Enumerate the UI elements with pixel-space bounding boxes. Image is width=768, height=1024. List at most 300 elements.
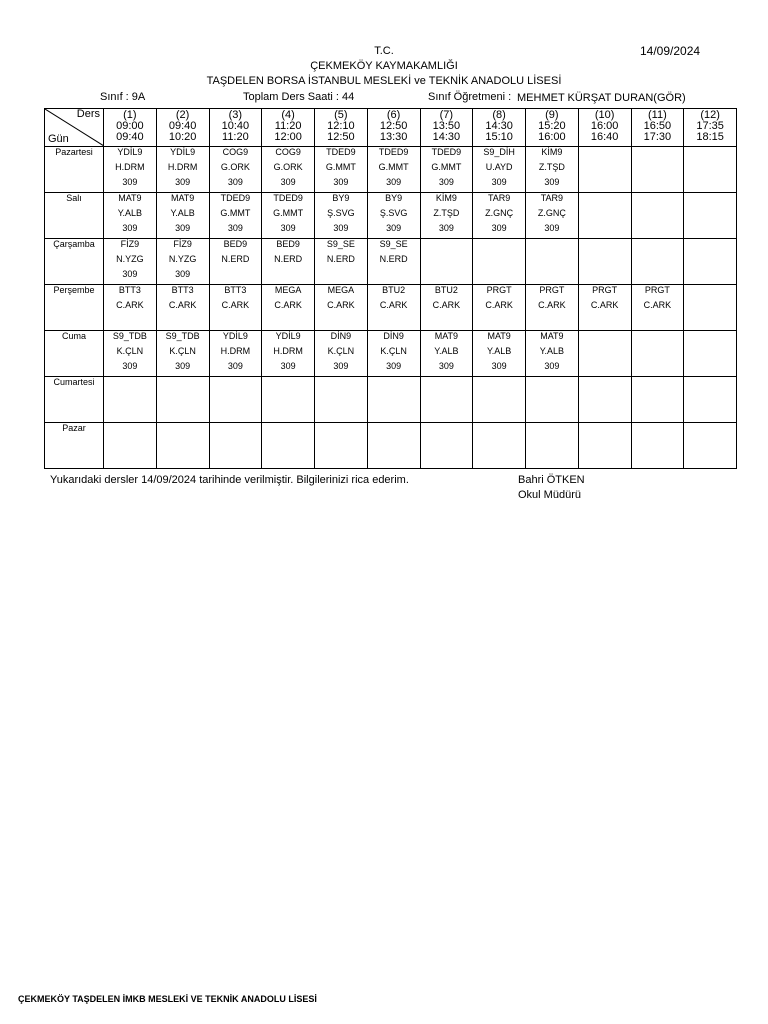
lesson-course: [526, 423, 578, 436]
lesson-course: [421, 377, 473, 390]
period-start: 16:50: [643, 120, 672, 132]
lesson-course: COG9: [275, 147, 301, 157]
timetable-header-row: [45, 109, 737, 147]
lesson-cell: [420, 377, 473, 423]
lesson-room: [262, 451, 314, 466]
lesson-course: TDED9: [220, 193, 251, 203]
lesson-cell: [420, 331, 473, 377]
lesson-course: MAT9: [487, 331, 511, 341]
lesson-room: [684, 359, 736, 374]
lesson-cell: [420, 423, 473, 469]
lesson-course: [579, 239, 631, 252]
lesson-teacher: C.ARK: [379, 300, 408, 310]
lesson-room: [315, 405, 367, 420]
lesson-course: BED9: [276, 239, 300, 249]
lesson-course: PRGT: [592, 285, 618, 295]
lesson-course: YDİL9: [275, 331, 301, 341]
lesson-cell: [631, 193, 684, 239]
lesson-course: [684, 193, 736, 206]
period-end: 09:40: [116, 131, 144, 143]
lesson-teacher: Z.TŞD: [433, 208, 460, 218]
lesson-room: 309: [491, 177, 507, 187]
lesson-teacher: U.AYD: [485, 162, 513, 172]
lesson-teacher: G.MMT: [220, 208, 251, 218]
lesson-course: [526, 239, 578, 252]
lesson-cell: [156, 331, 209, 377]
lesson-course: BTT3: [171, 285, 194, 295]
lesson-cell: [367, 147, 420, 193]
lesson-cell: [262, 377, 315, 423]
lesson-room: [104, 313, 156, 328]
day-row: [45, 331, 737, 377]
lesson-course: [421, 423, 473, 436]
lesson-room: [473, 267, 525, 282]
lesson-room: [579, 451, 631, 466]
lesson-course: MAT9: [434, 331, 459, 341]
lesson-course: PRGT: [539, 285, 565, 295]
period-header-10: [578, 109, 631, 147]
lesson-teacher: G.MMT: [431, 162, 462, 172]
lesson-cell: [315, 331, 368, 377]
period-end: 12:50: [327, 131, 355, 143]
lesson-teacher: [104, 436, 156, 451]
lesson-teacher: C.ARK: [116, 300, 144, 310]
period-start: 09:40: [168, 120, 197, 132]
lesson-room: [157, 451, 209, 466]
day-name: Perşembe: [45, 285, 104, 331]
lesson-room: [157, 405, 209, 420]
lesson-course: [632, 377, 684, 390]
period-no: (8): [492, 109, 506, 121]
lesson-room: [684, 405, 736, 420]
lesson-course: S9_TDB: [165, 331, 200, 341]
lesson-teacher: G.ORK: [273, 162, 303, 172]
lesson-cell: [262, 331, 315, 377]
lesson-course: BTU2: [382, 285, 406, 295]
lesson-teacher: [684, 436, 736, 451]
lesson-room: [684, 267, 736, 282]
lesson-cell: [104, 147, 157, 193]
period-end: 16:40: [590, 131, 619, 143]
period-header-12: [684, 109, 737, 147]
period-start: 11:20: [274, 120, 302, 132]
lesson-room: 309: [175, 361, 191, 371]
lesson-cell: [473, 377, 526, 423]
lesson-cell: [526, 193, 579, 239]
lesson-cell: [526, 423, 579, 469]
lesson-teacher: G.MMT: [273, 208, 304, 218]
lesson-course: MAT9: [170, 193, 195, 203]
lesson-cell: [578, 193, 631, 239]
lesson-cell: [104, 377, 157, 423]
lesson-course: [684, 285, 736, 298]
lesson-teacher: N.ERD: [379, 254, 408, 264]
lesson-cell: [684, 239, 737, 285]
period-start: 15:20: [538, 120, 566, 132]
lesson-room: 309: [386, 223, 402, 233]
lesson-teacher: [315, 436, 367, 451]
day-row: [45, 285, 737, 331]
lesson-cell: [684, 285, 737, 331]
period-header-4: [262, 109, 315, 147]
lesson-cell: [104, 331, 157, 377]
lesson-teacher: N.YZG: [168, 254, 197, 264]
lesson-cell: [420, 193, 473, 239]
lesson-course: BY9: [385, 193, 403, 203]
lesson-teacher: [526, 436, 578, 451]
lesson-cell: [262, 147, 315, 193]
lesson-teacher: Z.GNÇ: [537, 208, 566, 218]
day-name: Pazar: [45, 423, 104, 469]
lesson-room: [526, 405, 578, 420]
period-end: 14:30: [432, 131, 461, 143]
lesson-cell: [578, 285, 631, 331]
lesson-cell: [526, 147, 579, 193]
lesson-course: TAR9: [487, 193, 511, 203]
period-no: (6): [386, 109, 401, 121]
lesson-course: S9_SE: [326, 239, 355, 249]
lesson-teacher: [368, 390, 420, 405]
period-no: (12): [700, 109, 720, 121]
lesson-room: 309: [333, 223, 349, 233]
lesson-room: [579, 267, 631, 282]
lesson-course: KİM9: [435, 193, 457, 203]
lesson-teacher: [684, 390, 736, 405]
lesson-teacher: [421, 390, 473, 405]
period-start: 10:40: [221, 120, 250, 132]
period-no: (7): [439, 109, 454, 121]
lesson-cell: [578, 377, 631, 423]
lesson-cell: [367, 239, 420, 285]
lesson-teacher: H.DRM: [273, 346, 303, 356]
period-no: (10): [594, 109, 615, 121]
lesson-course: PRGT: [486, 285, 512, 295]
lesson-room: 309: [175, 177, 191, 187]
lesson-course: [315, 423, 367, 436]
lesson-teacher: C.ARK: [432, 300, 461, 310]
lesson-teacher: [684, 252, 736, 267]
lesson-teacher: [684, 344, 736, 359]
lesson-room: [632, 313, 684, 328]
footer-school-name: ÇEKMEKÖY TAŞDELEN İMKB MESLEKİ VE TEKNİK ANADOLU LİSESİ: [18, 994, 317, 1004]
lesson-course: [210, 377, 262, 390]
lesson-cell: [209, 423, 262, 469]
lesson-room: [368, 405, 420, 420]
lesson-room: 309: [386, 177, 402, 187]
lesson-course: [473, 423, 525, 436]
lesson-course: BED9: [223, 239, 248, 249]
lesson-course: DİN9: [383, 331, 404, 341]
period-header-8: [473, 109, 526, 147]
lesson-cell: [209, 377, 262, 423]
lesson-teacher: K.ÇLN: [169, 346, 196, 356]
lesson-room: [473, 405, 525, 420]
lesson-course: TDED9: [378, 147, 409, 157]
lesson-cell: [473, 193, 526, 239]
period-header-7: [420, 109, 473, 147]
lesson-room: [684, 451, 736, 466]
footer-note: Yukarıdaki dersler 14/09/2024 tarihinde verilmiştir. Bilgilerinizi rica ederim.: [50, 474, 409, 486]
lesson-course: [157, 377, 209, 390]
period-start: 14:30: [485, 120, 513, 132]
lesson-cell: [684, 423, 737, 469]
period-start: 17:35: [696, 120, 724, 132]
lesson-cell: [578, 147, 631, 193]
lesson-room: [210, 451, 262, 466]
lesson-teacher: [579, 436, 631, 451]
lesson-cell: [104, 193, 157, 239]
lesson-course: PRGT: [644, 285, 670, 295]
lesson-course: FİZ9: [173, 239, 192, 249]
period-end: 13:30: [379, 131, 408, 143]
lesson-room: 309: [280, 361, 296, 371]
lesson-room: [262, 405, 314, 420]
lesson-cell: [209, 147, 262, 193]
period-header-2: [156, 109, 209, 147]
lesson-room: [473, 451, 525, 466]
lesson-room: [632, 175, 684, 190]
lesson-room: [526, 313, 578, 328]
lesson-room: 309: [122, 177, 138, 187]
lesson-teacher: Z.GNÇ: [485, 208, 514, 218]
period-header-6: [367, 109, 420, 147]
lesson-teacher: C.ARK: [538, 300, 566, 310]
total-hours-label: Toplam Ders Saati : 44: [243, 91, 355, 103]
lesson-room: [368, 267, 420, 282]
lesson-room: [421, 267, 473, 282]
lesson-cell: [156, 193, 209, 239]
lesson-room: 309: [175, 269, 191, 279]
lesson-teacher: N.ERD: [221, 254, 250, 264]
lesson-course: TDED9: [326, 147, 356, 157]
lesson-room: [315, 313, 367, 328]
period-end: 11:20: [222, 131, 249, 143]
lesson-course: YDİL9: [222, 331, 248, 341]
lesson-cell: [526, 239, 579, 285]
lesson-teacher: [315, 390, 367, 405]
lesson-cell: [473, 239, 526, 285]
lesson-course: MAT9: [540, 331, 564, 341]
day-row: [45, 147, 737, 193]
lesson-room: 309: [491, 223, 507, 233]
lesson-cell: [315, 377, 368, 423]
lesson-teacher: Ş.SVG: [327, 208, 355, 218]
period-header-9: [526, 109, 579, 147]
lesson-cell: [526, 377, 579, 423]
lesson-room: [632, 267, 684, 282]
lesson-course: [632, 239, 684, 252]
lesson-room: [262, 267, 314, 282]
lesson-room: [684, 313, 736, 328]
lesson-room: [684, 175, 736, 190]
lesson-cell: [578, 423, 631, 469]
lesson-teacher: H.DRM: [220, 346, 251, 356]
lesson-teacher: Y.ALB: [434, 346, 459, 356]
lesson-room: 309: [280, 223, 296, 233]
lesson-cell: [262, 193, 315, 239]
lesson-course: [104, 377, 156, 390]
lesson-room: [157, 313, 209, 328]
lesson-teacher: [579, 206, 631, 221]
lesson-course: [421, 239, 473, 252]
lesson-room: 309: [122, 223, 138, 233]
lesson-cell: [104, 423, 157, 469]
period-no: (9): [545, 109, 559, 121]
lesson-room: 309: [438, 223, 454, 233]
lesson-cell: [631, 147, 684, 193]
lesson-course: [579, 147, 631, 160]
lesson-teacher: [104, 390, 156, 405]
period-end: 17:30: [643, 131, 672, 143]
lesson-cell: [262, 423, 315, 469]
lesson-room: [579, 405, 631, 420]
lesson-course: BTT3: [118, 285, 141, 295]
lesson-teacher: [368, 436, 420, 451]
lesson-room: 309: [227, 361, 243, 371]
lesson-course: [684, 331, 736, 344]
lesson-course: [262, 377, 314, 390]
lesson-room: [526, 267, 578, 282]
lesson-course: [473, 239, 525, 252]
lesson-course: YDİL9: [170, 147, 196, 157]
lesson-cell: [420, 239, 473, 285]
day-name: Çarşamba: [45, 239, 104, 285]
lesson-course: MEGA: [327, 285, 355, 295]
lesson-room: [632, 359, 684, 374]
lesson-course: [684, 377, 736, 390]
lesson-cell: [315, 193, 368, 239]
lesson-teacher: [157, 436, 209, 451]
lesson-course: [104, 423, 156, 436]
lesson-course: DİN9: [330, 331, 352, 341]
lesson-course: [579, 377, 631, 390]
lesson-cell: [104, 239, 157, 285]
lesson-teacher: [684, 206, 736, 221]
lesson-room: [684, 221, 736, 236]
lesson-course: [632, 193, 684, 206]
document-heading-tc: T.C.: [374, 45, 394, 57]
lesson-cell: [684, 331, 737, 377]
lesson-teacher: [526, 390, 578, 405]
lesson-teacher: N.ERD: [326, 254, 355, 264]
lesson-teacher: K.ÇLN: [116, 346, 144, 356]
lesson-teacher: K.ÇLN: [380, 346, 407, 356]
lesson-teacher: C.ARK: [327, 300, 355, 310]
lesson-cell: [367, 423, 420, 469]
lesson-teacher: [473, 436, 525, 451]
lesson-course: [684, 423, 736, 436]
lesson-course: BTT3: [224, 285, 247, 295]
lesson-teacher: [262, 390, 314, 405]
document-date: 14/09/2024: [640, 44, 701, 58]
day-name: Pazartesi: [45, 147, 104, 193]
lesson-room: [579, 221, 631, 236]
lesson-course: S9_SE: [379, 239, 408, 249]
lesson-cell: [578, 239, 631, 285]
lesson-room: 309: [491, 361, 507, 371]
lesson-room: 309: [544, 177, 560, 187]
period-end: 16:00: [538, 131, 566, 143]
lesson-cell: [367, 331, 420, 377]
day-name: Cuma: [45, 331, 104, 377]
lesson-course: [315, 377, 367, 390]
day-row: [45, 377, 737, 423]
lesson-course: [473, 377, 525, 390]
lesson-teacher: C.ARK: [221, 300, 250, 310]
lesson-cell: [209, 285, 262, 331]
period-start: 16:00: [590, 120, 619, 132]
lesson-room: 309: [175, 223, 191, 233]
period-no: (4): [281, 109, 295, 121]
lesson-room: [579, 313, 631, 328]
lesson-room: 309: [227, 177, 243, 187]
lesson-cell: [631, 377, 684, 423]
lesson-cell: [367, 285, 420, 331]
lesson-room: 309: [227, 223, 243, 233]
lesson-teacher: Y.ALB: [170, 208, 195, 218]
period-header-1: [104, 109, 157, 147]
class-teacher-name: MEHMET KÜRŞAT DURAN(GÖR): [517, 92, 686, 104]
lesson-course: [368, 423, 420, 436]
lesson-cell: [473, 331, 526, 377]
lesson-cell: [420, 147, 473, 193]
period-start: 12:50: [379, 120, 408, 132]
lesson-teacher: [632, 206, 684, 221]
lesson-teacher: [632, 344, 684, 359]
principal-name: Bahri ÖTKEN: [518, 474, 585, 486]
lesson-cell: [367, 193, 420, 239]
lesson-teacher: K.ÇLN: [327, 346, 355, 356]
period-header-11: [631, 109, 684, 147]
lesson-teacher: Y.ALB: [117, 208, 143, 218]
lesson-room: [210, 267, 262, 282]
lesson-teacher: [210, 390, 262, 405]
lesson-teacher: N.YZG: [116, 254, 144, 264]
lesson-teacher: [157, 390, 209, 405]
lesson-course: [579, 193, 631, 206]
lesson-room: [368, 451, 420, 466]
lesson-cell: [631, 331, 684, 377]
lesson-teacher: G.MMT: [378, 162, 409, 172]
lesson-cell: [156, 239, 209, 285]
period-header-5: [315, 109, 368, 147]
lesson-room: 309: [333, 361, 349, 371]
lesson-cell: [209, 331, 262, 377]
lesson-room: [315, 451, 367, 466]
lesson-cell: [315, 147, 368, 193]
lesson-cell: [315, 285, 368, 331]
lesson-cell: [578, 331, 631, 377]
lesson-room: 309: [122, 269, 138, 279]
lesson-teacher: [684, 298, 736, 313]
lesson-course: [210, 423, 262, 436]
day-row: [45, 423, 737, 469]
period-no: (2): [175, 109, 190, 121]
lesson-room: 309: [122, 361, 138, 371]
lesson-course: [632, 423, 684, 436]
lesson-teacher: [421, 252, 473, 267]
lesson-room: 309: [438, 361, 454, 371]
lesson-course: MEGA: [274, 285, 302, 295]
lesson-course: TAR9: [540, 193, 564, 203]
lesson-course: TDED9: [431, 147, 462, 157]
lesson-teacher: G.ORK: [220, 162, 250, 172]
lesson-teacher: Y.ALB: [539, 346, 565, 356]
lesson-teacher: [632, 252, 684, 267]
lesson-teacher: [210, 436, 262, 451]
period-no: (5): [334, 109, 348, 121]
lesson-cell: [473, 285, 526, 331]
